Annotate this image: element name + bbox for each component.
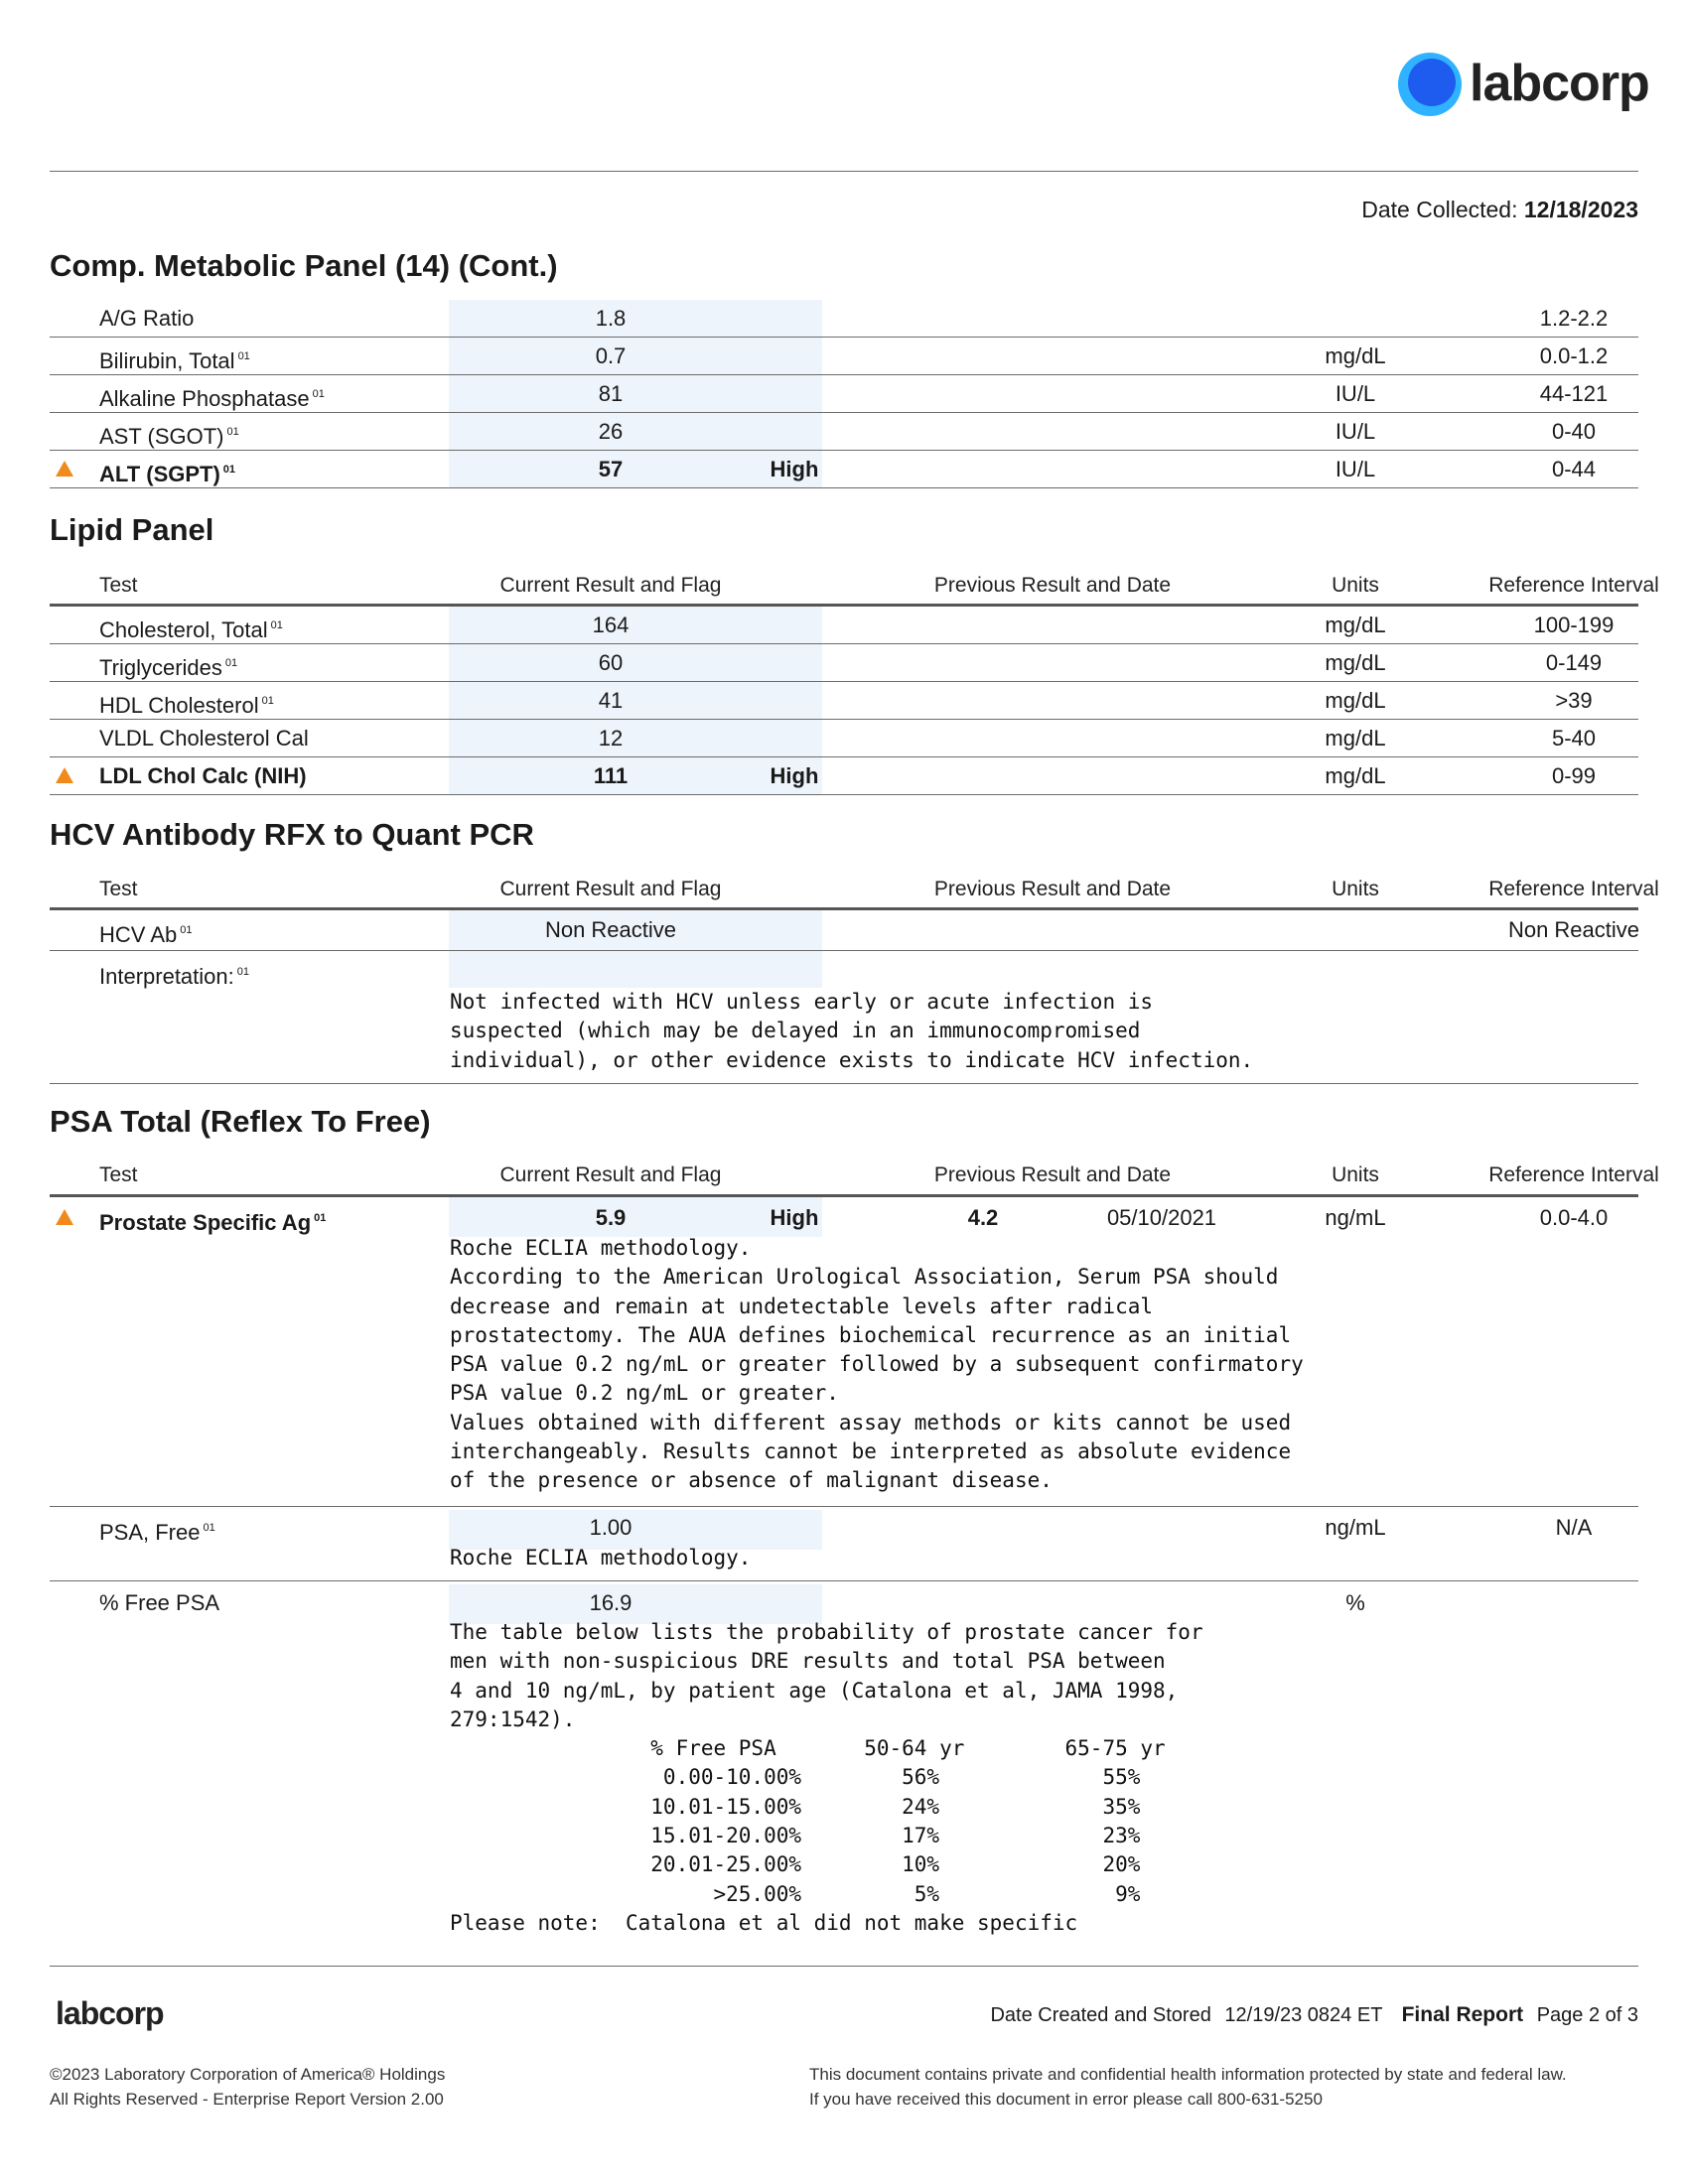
- row-divider: [50, 487, 1638, 488]
- high-flag-icon: [56, 767, 73, 783]
- row-divider: [50, 1506, 1638, 1507]
- psa-free-note: Roche ECLIA methodology.: [450, 1546, 752, 1570]
- footer-divider: [50, 1966, 1638, 1967]
- date-collected: [1361, 197, 1638, 223]
- interpretation-text: Not infected with HCV unless early or acute infection is suspected (which may be delayed in an immunocompromised individual), or other evidence exists to indicate HCV infection.: [450, 990, 1254, 1072]
- units: ng/mL: [1325, 1205, 1386, 1230]
- table-row: [50, 720, 1638, 757]
- test-name: AST (SGOT) $^{01}$: [99, 424, 239, 449]
- test-name: LDL Chol Calc (NIH): [99, 763, 307, 788]
- page-number: Page 2 of 3: [1536, 2004, 1638, 2026]
- test-name: HDL Cholesterol $^{01}$: [99, 693, 274, 718]
- result-flag: High: [770, 763, 819, 788]
- test-name: % Free PSA: [99, 1590, 220, 1615]
- test-name: ALT (SGPT) $^{01}$: [99, 462, 236, 486]
- reference-interval: N/A: [1555, 1515, 1593, 1540]
- result-value: 81: [598, 381, 624, 406]
- rights: All Rights Reserved - Enterprise Report Version 2.00: [50, 2090, 444, 2109]
- result-value: 12: [598, 726, 624, 751]
- result-value: 111: [593, 763, 629, 788]
- header-divider: [50, 171, 1638, 172]
- column-reference: Reference Interval: [1488, 574, 1659, 597]
- footer-logo: labcorp: [56, 1995, 164, 2031]
- copyright: ©2023 Laboratory Corporation of America® Holdings: [50, 2065, 446, 2084]
- header-rule: [50, 1194, 1638, 1197]
- units: IU/L: [1335, 381, 1376, 406]
- table-row: [50, 338, 1638, 375]
- result-value: 60: [598, 650, 624, 675]
- column-current: Current Result and Flag: [499, 1163, 722, 1186]
- section-title-lipid: Lipid Panel: [50, 512, 214, 547]
- column-test: Test: [99, 1163, 138, 1186]
- test-name: A/G Ratio: [99, 306, 195, 331]
- privacy-notice: This document contains private and confidential health information protected by state and federal law.: [809, 2065, 1567, 2084]
- units: mg/dL: [1325, 613, 1386, 637]
- header-rule: [50, 907, 1638, 910]
- row-divider: [50, 794, 1638, 795]
- units: %: [1345, 1590, 1365, 1615]
- column-previous: Previous Result and Date: [933, 574, 1172, 597]
- row-divider: [50, 1580, 1638, 1581]
- reference-interval: 0-44: [1551, 457, 1597, 481]
- units: mg/dL: [1325, 763, 1386, 788]
- units: IU/L: [1335, 419, 1376, 444]
- previous-date: 05/10/2021: [1106, 1205, 1217, 1230]
- section-title-psa: PSA Total (Reflex To Free): [50, 1104, 431, 1139]
- test-name: Prostate Specific Ag $^{01}$: [99, 1210, 327, 1235]
- high-flag-icon: [56, 1209, 73, 1225]
- section-title-cmp: Comp. Metabolic Panel (14) (Cont.): [50, 248, 558, 283]
- column-units: Units: [1332, 574, 1379, 597]
- units: mg/dL: [1325, 650, 1386, 675]
- created-value: 12/19/23 0824 ET: [1224, 2004, 1383, 2026]
- reference-interval: 44-121: [1539, 381, 1609, 406]
- table-row: [50, 300, 1638, 338]
- units: mg/dL: [1325, 343, 1386, 368]
- units: IU/L: [1335, 457, 1376, 481]
- test-name: Bilirubin, Total $^{01}$: [99, 348, 250, 373]
- table-row: [50, 953, 1638, 991]
- reference-interval: 5-40: [1551, 726, 1597, 751]
- result-value: 41: [598, 688, 624, 713]
- result-value: Non Reactive: [544, 917, 677, 942]
- column-reference: Reference Interval: [1488, 878, 1659, 900]
- high-flag-icon: [56, 461, 73, 477]
- column-header: [50, 568, 1659, 604]
- result-value: 1.8: [595, 306, 627, 331]
- table-row: [50, 413, 1638, 451]
- units: ng/mL: [1325, 1515, 1386, 1540]
- labcorp-logo: [1395, 50, 1648, 119]
- result-value: 164: [592, 613, 630, 637]
- reference-interval: 100-199: [1533, 613, 1615, 637]
- reference-interval: 0-99: [1551, 763, 1597, 788]
- column-current: Current Result and Flag: [499, 574, 722, 597]
- test-name: Interpretation: $^{01}$: [99, 964, 249, 989]
- test-name: HCV Ab $^{01}$: [99, 922, 193, 947]
- units: mg/dL: [1325, 726, 1386, 751]
- test-name: Cholesterol, Total $^{01}$: [99, 617, 283, 642]
- reference-interval: 0-149: [1545, 650, 1603, 675]
- row-divider: [50, 1083, 1638, 1084]
- row-divider: [50, 950, 1638, 951]
- psa-pct-note: The table below lists the probability of prostate cancer for men with non-suspicious DRE results and total PSA between 4 and 10 ng/mL, by patient age (Catalona et al, JAMA 1998, 279:1542). % Free PSA 50-64 yr 65-75 yr 0.00-10.00% 56% 55% 10.01-15.00% 24% 35% 15.01-20.00% 17% 23% 20.01-25.00% 10% 20% >25.00% 5% 9% Please note: Catalona et al did not make specific: [450, 1620, 1203, 1935]
- units: mg/dL: [1325, 688, 1386, 713]
- result-value: 26: [598, 419, 624, 444]
- created-label: Date Created and Stored: [990, 2004, 1211, 2026]
- test-name: VLDL Cholesterol Cal: [99, 726, 309, 751]
- table-row: [50, 911, 1638, 949]
- result-flag: High: [770, 457, 819, 481]
- table-row: [50, 607, 1638, 644]
- section-title-hcv: HCV Antibody RFX to Quant PCR: [50, 817, 534, 852]
- result-flag: High: [770, 1205, 819, 1230]
- table-row: [50, 375, 1638, 413]
- result-value: 0.7: [595, 343, 627, 368]
- reference-interval: 0-40: [1551, 419, 1597, 444]
- date-collected-value: 12/18/2023: [1523, 197, 1638, 222]
- logo-text: labcorp: [1470, 55, 1649, 112]
- reference-interval: >39: [1555, 688, 1593, 713]
- column-reference: Reference Interval: [1488, 1163, 1659, 1186]
- table-row: [50, 644, 1638, 682]
- labcorp-logo-icon: [1395, 50, 1465, 119]
- reference-interval: 0.0-4.0: [1539, 1205, 1609, 1230]
- column-previous: Previous Result and Date: [933, 1163, 1172, 1186]
- reference-interval: Non Reactive: [1507, 917, 1640, 942]
- psa-total-note: Roche ECLIA methodology. According to the American Urological Association, Serum PSA should decrease and remain at undetectable levels after radical prostatectomy. The AUA defines biochemical recurrence as an initial PSA value 0.2 ng/mL or greater followed by a subsequent confirmatory PSA value 0.2 ng/mL or greater. Values obtained with different assay methods or kits cannot be used interchangeably. Results cannot be interpreted as absolute evidence of the presence or absence of malignant disease.: [450, 1236, 1304, 1493]
- table-row: [50, 1509, 1638, 1547]
- test-name: Alkaline Phosphatase $^{01}$: [99, 386, 325, 411]
- table-row: [50, 1199, 1638, 1237]
- reference-interval: 1.2-2.2: [1539, 306, 1609, 331]
- column-current: Current Result and Flag: [499, 878, 722, 900]
- column-header: [50, 1158, 1659, 1193]
- result-value: 57: [598, 457, 624, 481]
- result-value: 5.9: [595, 1205, 627, 1230]
- footer-report-info: [990, 2003, 1638, 2027]
- privacy-contact: If you have received this document in error please call 800-631-5250: [809, 2090, 1323, 2109]
- column-units: Units: [1332, 878, 1379, 900]
- column-previous: Previous Result and Date: [933, 878, 1172, 900]
- column-header: [50, 872, 1659, 907]
- table-row: [50, 682, 1638, 720]
- result-value: 16.9: [589, 1590, 633, 1615]
- final-report-label: Final Report: [1401, 2003, 1524, 2026]
- column-test: Test: [99, 574, 138, 597]
- column-test: Test: [99, 878, 138, 900]
- column-units: Units: [1332, 1163, 1379, 1186]
- test-name: PSA, Free $^{01}$: [99, 1520, 215, 1545]
- reference-interval: 0.0-1.2: [1539, 343, 1609, 368]
- previous-result: 4.2: [967, 1205, 999, 1230]
- table-row: [50, 1584, 1638, 1622]
- date-collected-label: Date Collected:: [1361, 197, 1518, 222]
- result-value: 1.00: [589, 1515, 633, 1540]
- table-row: [50, 757, 1638, 795]
- test-name: Triglycerides $^{01}$: [99, 655, 238, 680]
- table-row: [50, 451, 1638, 488]
